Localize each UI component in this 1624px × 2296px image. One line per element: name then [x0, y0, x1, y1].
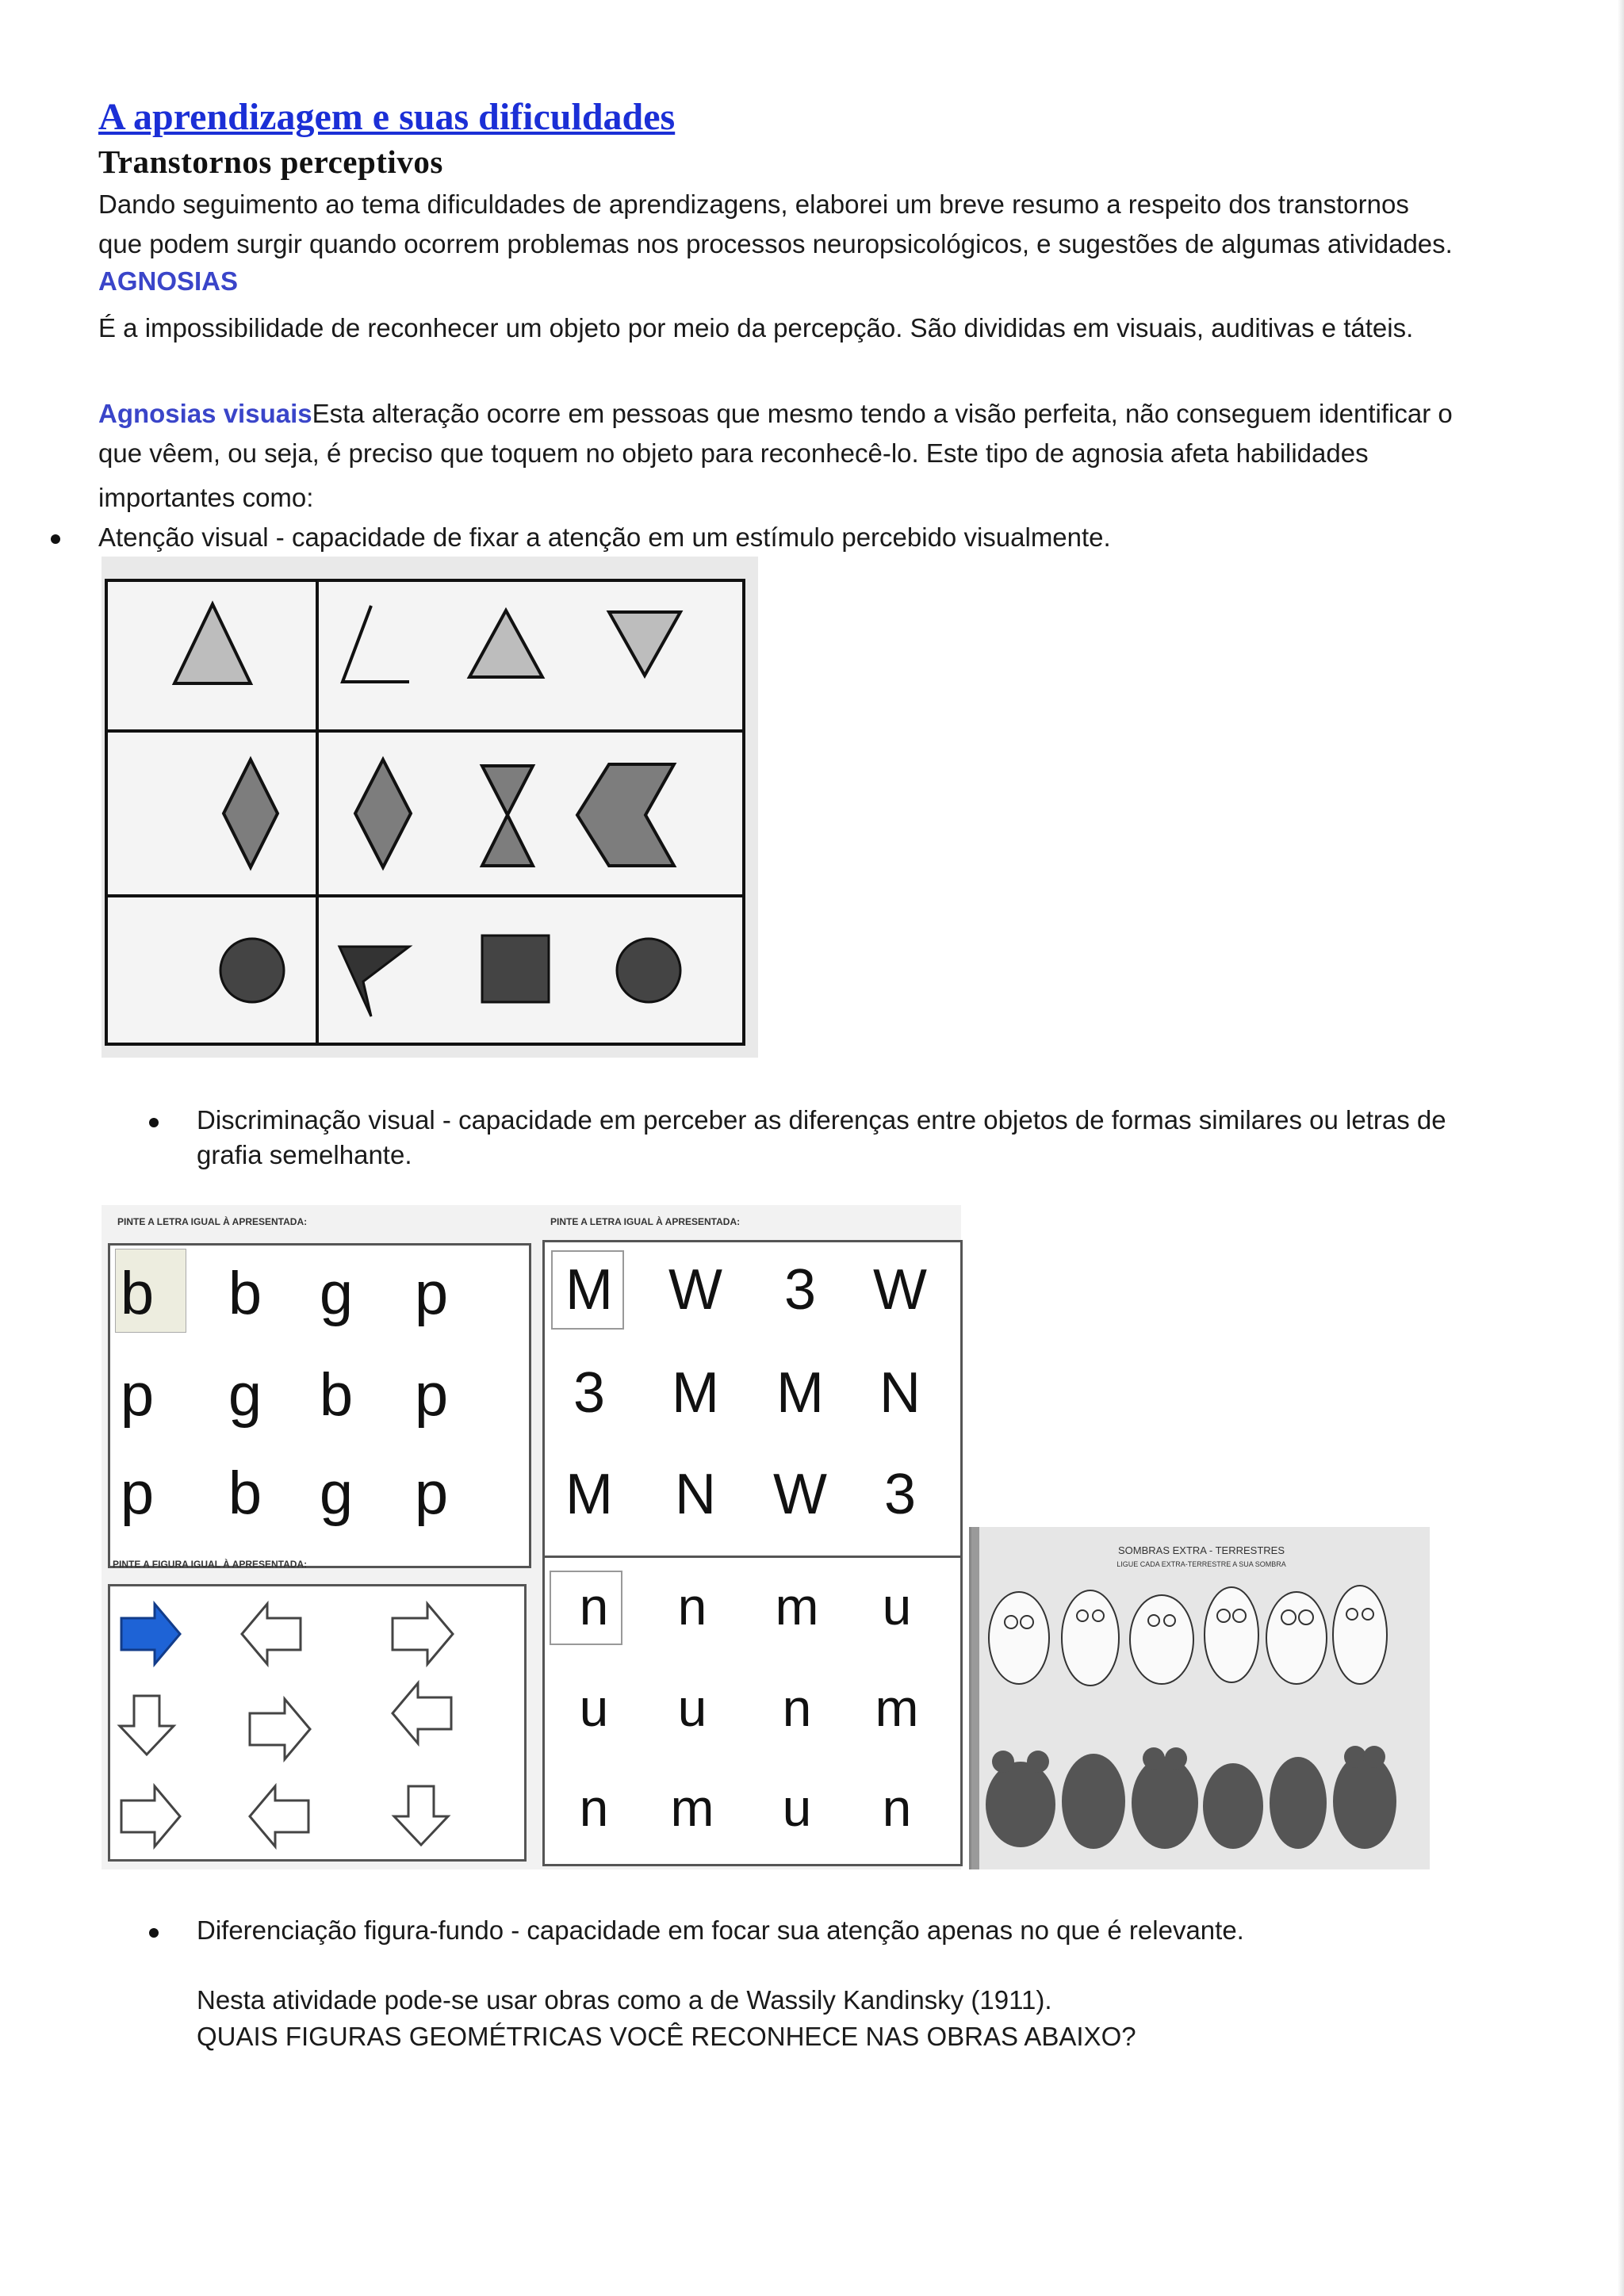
grid-letter: g	[228, 1361, 262, 1429]
agnosias-definition: É a impossibilidade de reconhecer um objeto por meio da percepção. São divididas em visuais, auditivas e táteis.	[98, 313, 1414, 342]
bullet-discrimination-line-1: Discriminação visual - capacidade em perceber as diferenças entre objetos de formas similares ou letras de	[197, 1105, 1446, 1135]
intro-line-2: que podem surgir quando ocorrem problemas nos processos neuropsicológicos, e sugestões de algumas atividades.	[98, 229, 1453, 258]
arrow-down-icon	[120, 1696, 174, 1755]
visual-agnosia-line-2: que vêem, ou seja, é preciso que toquem no objeto para reconhecê-lo. Este tipo de agnosia afeta habilidades	[98, 438, 1369, 468]
grid-letter: n	[677, 1577, 707, 1636]
grid-letter: p	[120, 1460, 155, 1527]
grid-letter: 3	[883, 1463, 917, 1526]
circle-shape	[617, 939, 680, 1002]
kandinsky-line-1: Nesta atividade pode-se usar obras como a de Wassily Kandinsky (1911).	[197, 1985, 1052, 2015]
arrow-figure-grid	[108, 1584, 527, 1862]
arrow-left-icon	[250, 1786, 308, 1846]
grid-letter: 3	[573, 1361, 606, 1425]
letter-grid-n	[542, 1556, 963, 1866]
grid-letter: g	[319, 1460, 354, 1527]
shapes-grid-image	[102, 557, 758, 1058]
bullet-discrimination-line-2: grafia semelhante.	[197, 1140, 412, 1169]
letter-grid-m-drawing	[545, 1242, 963, 1563]
grid-letter: M	[565, 1258, 613, 1322]
grid-letter: p	[414, 1260, 449, 1327]
discrimination-worksheets-image	[102, 1205, 961, 1869]
grid-letter: n	[882, 1778, 912, 1837]
grid-letter: g	[319, 1260, 354, 1327]
grid-letter: M	[565, 1463, 613, 1526]
arrow-left-icon	[393, 1683, 451, 1743]
shadows-instruction: LIGUE CADA EXTRA-TERRESTRE A SUA SOMBRA	[1116, 1560, 1286, 1568]
arrow-figure-drawing	[110, 1586, 529, 1864]
visual-agnosia-line-1	[98, 393, 1453, 434]
grid-letter: N	[675, 1463, 716, 1526]
kandinsky-line-2: QUAIS FIGURAS GEOMÉTRICAS VOCÊ RECONHECE NAS OBRAS ABAIXO?	[197, 2022, 1136, 2051]
grid-letter: M	[672, 1361, 719, 1425]
grid-letter: b	[319, 1361, 354, 1429]
grid-letter: b	[120, 1260, 155, 1327]
grid-letter: M	[776, 1361, 824, 1425]
grid-letter: u	[782, 1778, 812, 1837]
bullet-dot	[51, 534, 60, 544]
letter-grid-b-drawing	[110, 1246, 529, 1566]
grid-letter: 3	[783, 1258, 817, 1322]
bullet-attention: Atenção visual - capacidade de fixar a atenção em um estímulo percebido visualmente.	[98, 522, 1111, 552]
grid-letter: b	[228, 1260, 262, 1327]
letter-grid-b	[108, 1243, 531, 1568]
grid-letter: b	[228, 1460, 262, 1527]
grid-letter: p	[414, 1361, 449, 1429]
letter-grid-n-drawing	[545, 1558, 963, 1867]
figure-caption: PINTE A FIGURA IGUAL À APRESENTADA:	[113, 1559, 308, 1570]
grid-letter: N	[879, 1361, 921, 1425]
arrow-right-filled-icon	[121, 1604, 180, 1664]
grid-letter: u	[882, 1577, 912, 1636]
grid-letter: W	[773, 1463, 827, 1526]
grid-letter: u	[579, 1678, 609, 1737]
grid-letter: m	[875, 1678, 919, 1737]
intro-line-1: Dando seguimento ao tema dificuldades de aprendizagens, elaborei um breve resumo a respeito dos transtornos	[98, 189, 1409, 219]
bullet-figure-ground: Diferenciação figura-fundo - capacidade em focar sua atenção apenas no que é relevante.	[197, 1915, 1244, 1945]
letters-caption-2: PINTE A LETRA IGUAL À APRESENTADA:	[550, 1216, 741, 1227]
page-edge-shadow	[1618, 0, 1624, 2296]
arrow-down-icon	[394, 1786, 448, 1845]
grid-letter: n	[782, 1678, 812, 1737]
grid-letter: m	[775, 1577, 819, 1636]
grid-letter: W	[668, 1258, 722, 1322]
letter-grid-m	[542, 1240, 963, 1565]
grid-letter: p	[414, 1460, 449, 1527]
shadows-worksheet-drawing	[971, 1527, 1430, 1869]
arrow-right-icon	[250, 1699, 310, 1759]
shapes-grid-drawing	[102, 557, 758, 1058]
grid-letter: u	[677, 1678, 707, 1737]
square-shape	[482, 936, 549, 1002]
arrow-right-icon	[393, 1604, 453, 1664]
shadows-worksheet-image	[969, 1527, 1430, 1869]
arrow-right-icon	[121, 1786, 180, 1846]
agnosias-heading: AGNOSIAS	[98, 266, 239, 296]
letters-caption: PINTE A LETRA IGUAL À APRESENTADA:	[117, 1216, 308, 1227]
grid-letter: W	[873, 1258, 927, 1322]
page-subtitle: Transtornos perceptivos	[98, 144, 443, 180]
grid-letter: m	[670, 1778, 714, 1837]
page-title[interactable]: A aprendizagem e suas dificuldades	[98, 96, 676, 138]
bullet-dot	[149, 1928, 159, 1938]
grid-letter: p	[120, 1361, 155, 1429]
visual-agnosia-label: Agnosias visuais	[98, 399, 312, 428]
bullet-dot	[149, 1118, 159, 1127]
grid-letter: n	[579, 1577, 609, 1636]
grid-letter: n	[579, 1778, 609, 1837]
arrow-left-icon	[242, 1604, 301, 1664]
shadows-title: SOMBRAS EXTRA - TERRESTRES	[1118, 1544, 1285, 1556]
visual-agnosia-text: Esta alteração ocorre em pessoas que mesmo tendo a visão perfeita, não conseguem identificar o	[312, 399, 1453, 428]
visual-agnosia-line-3: importantes como:	[98, 483, 314, 512]
circle-shape	[220, 939, 284, 1002]
